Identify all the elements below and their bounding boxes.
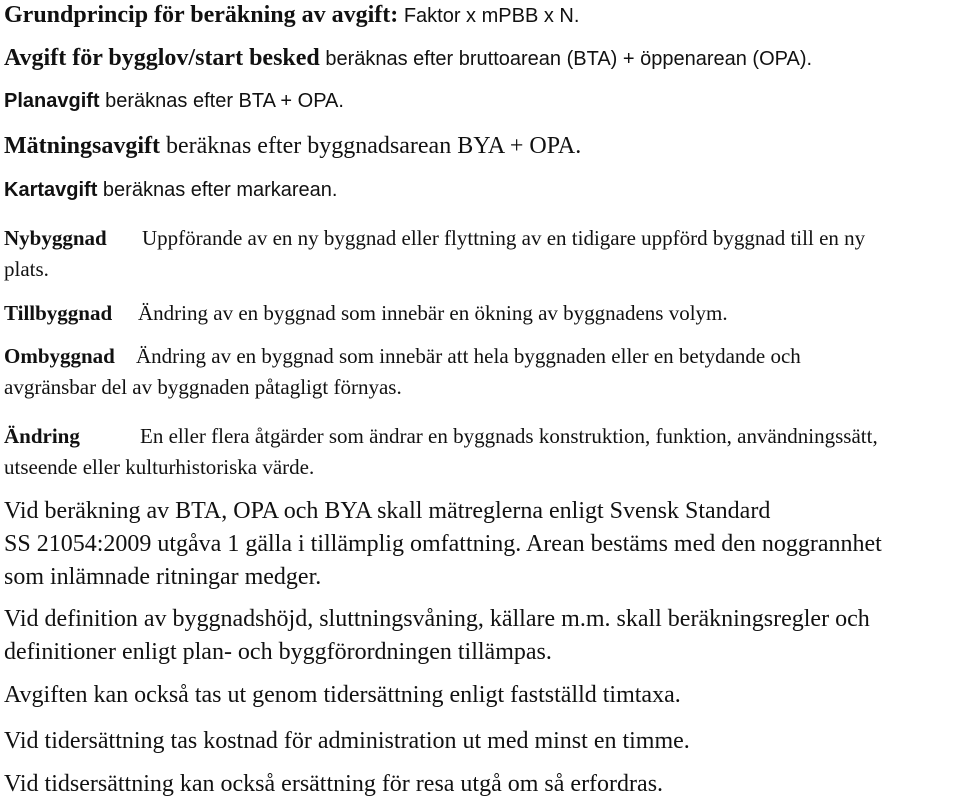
paragraph-line: Vid definition av byggnadshöjd, sluttningsvåning, källare m.m. skall beräkningsregler och bbox=[4, 606, 870, 632]
map-fee-line bbox=[4, 180, 337, 200]
measurement-fee-label: Mätningsavgift bbox=[4, 133, 160, 159]
paragraph-line: definitioner enligt plan- och byggförordningen tillämpas. bbox=[4, 639, 552, 665]
building-permit-fee-label: Avgift för bygglov/start besked bbox=[4, 45, 320, 71]
paragraph-line: Vid tidsersättning kan också ersättning för resa utgå om så erfordras. bbox=[4, 771, 664, 797]
map-fee-label: Kartavgift bbox=[4, 179, 98, 201]
definition-andring bbox=[4, 426, 878, 478]
definition-tillbyggnad bbox=[4, 303, 728, 324]
definition-text-continued: plats. bbox=[4, 257, 49, 281]
plan-fee-text: beräknas efter BTA + OPA. bbox=[99, 90, 344, 112]
building-permit-fee-line bbox=[4, 46, 812, 70]
fee-principle-line bbox=[4, 3, 579, 27]
definition-term: Nybyggnad bbox=[4, 226, 107, 250]
definition-nybyggnad bbox=[4, 228, 865, 280]
building-permit-fee-text: beräknas efter bruttoarean (BTA) + öppenarean (OPA). bbox=[319, 48, 813, 70]
measurement-rules-paragraph bbox=[4, 499, 882, 589]
measurement-fee-line bbox=[4, 134, 581, 158]
definition-text: Uppförande av en ny byggnad eller flyttning av en tidigare uppförd byggnad till en ny bbox=[142, 226, 866, 250]
definition-text: En eller flera åtgärder som ändrar en byggnads konstruktion, funktion, användningssätt, bbox=[140, 424, 878, 448]
fee-principle-formula: Faktor x mPBB x N. bbox=[398, 5, 580, 27]
measurement-fee-text: beräknas efter byggnadsarean BYA + OPA. bbox=[160, 133, 582, 159]
paragraph-line: Avgiften kan också tas ut genom tidersättning enligt fastställd timtaxa. bbox=[4, 682, 681, 708]
definition-ombyggnad bbox=[4, 346, 801, 398]
fee-principle-label: Grundprincip för beräkning av avgift: bbox=[4, 2, 399, 28]
paragraph-line: SS 21054:2009 utgåva 1 gälla i tillämplig omfattning. Arean bestäms med den noggrannhet bbox=[4, 531, 882, 557]
definition-term: Tillbyggnad bbox=[4, 301, 113, 325]
definition-text: Ändring av en byggnad som innebär en ökning av byggnadens volym. bbox=[138, 301, 728, 325]
paragraph-line: Vid tidersättning tas kostnad för administration ut med minst en timme. bbox=[4, 728, 690, 754]
definition-text-continued: utseende eller kulturhistoriska värde. bbox=[4, 455, 315, 479]
definition-text-continued: avgränsbar del av byggnaden påtagligt förnyas. bbox=[4, 375, 402, 399]
definition-term: Ändring bbox=[4, 424, 80, 448]
paragraph-line: som inlämnade ritningar medger. bbox=[4, 564, 322, 590]
minimum-hour-paragraph bbox=[4, 729, 690, 753]
paragraph-line: Vid beräkning av BTA, OPA och BYA skall mätreglerna enligt Svensk Standard bbox=[4, 498, 771, 524]
definition-rules-paragraph bbox=[4, 607, 870, 664]
plan-fee-label: Planavgift bbox=[4, 90, 100, 112]
definition-text: Ändring av en byggnad som innebär att hela byggnaden eller en betydande och bbox=[136, 344, 801, 368]
map-fee-text: beräknas efter markarean. bbox=[97, 179, 338, 201]
time-rate-paragraph bbox=[4, 683, 681, 707]
plan-fee-line bbox=[4, 91, 344, 111]
travel-compensation-paragraph bbox=[4, 772, 663, 796]
definition-term: Ombyggnad bbox=[4, 344, 115, 368]
